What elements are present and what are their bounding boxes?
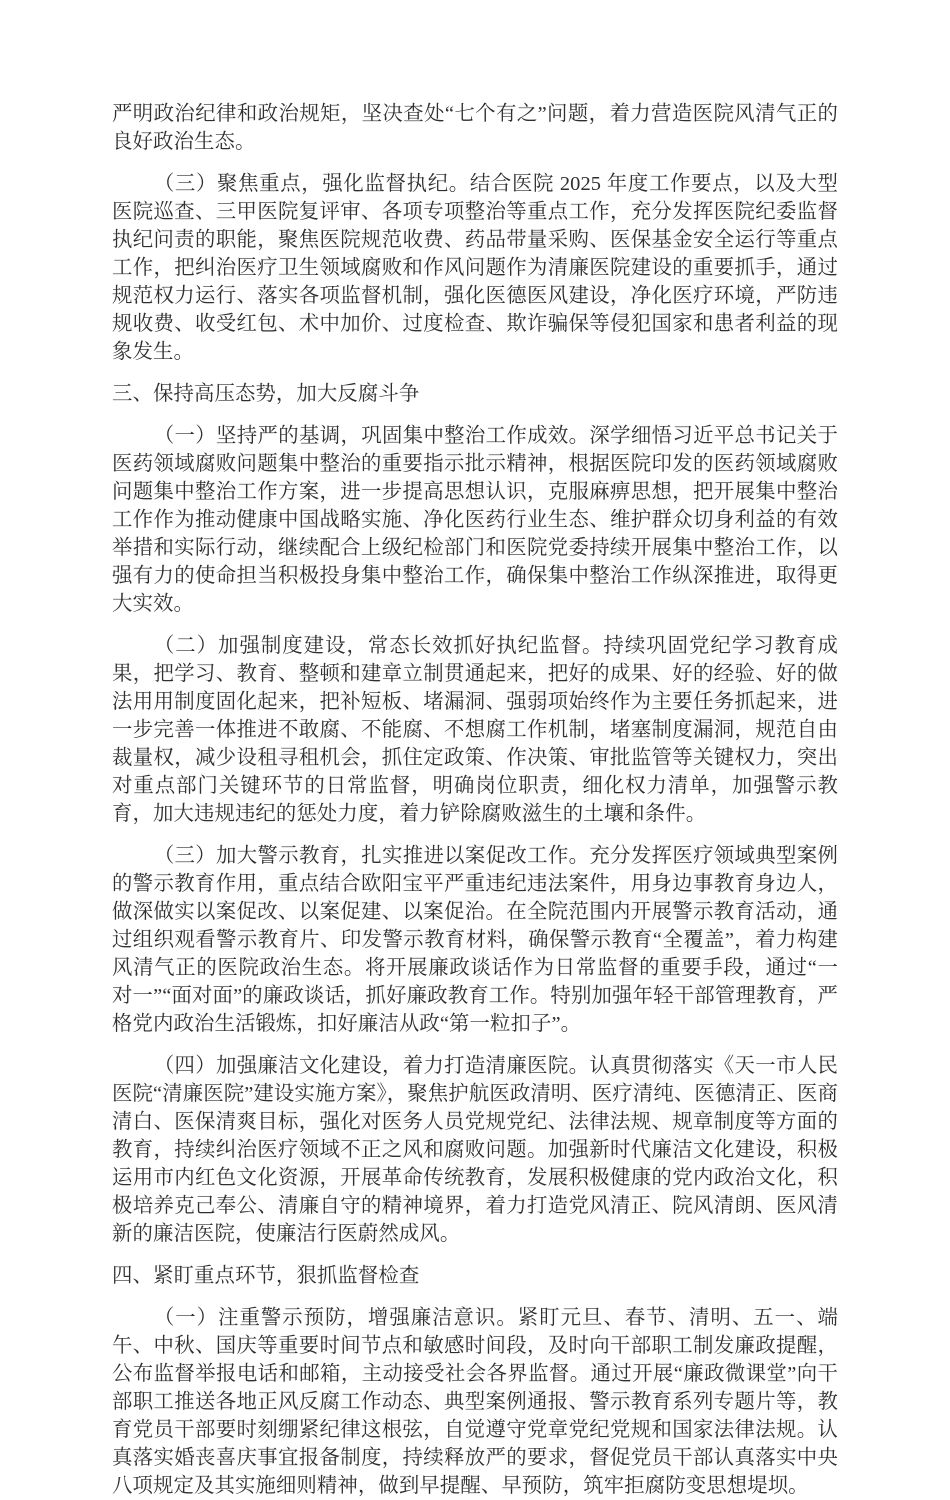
paragraph-section3-item1: （一）坚持严的基调，巩固集中整治工作成效。深学细悟习近平总书记关于医药领域腐败问题集中整治的重要指示批示精神，根据医院印发的医药领域腐败问题集中整治工作方案，进一步提高思想认识，克服麻痹思想，把开展集中整治工作作为推动健康中国战略实施、净化医药行业生态、维护群众切身利益的有效举措和实际行动，继续配合上级纪检部门和医院党委持续开展集中整治工作，以强有力的使命担当积极投身集中整治工作，确保集中整治工作纵深推进，取得更大实效。 [112, 425, 838, 615]
section-heading-three: 三、保持高压态势，加大反腐斗争 [112, 383, 420, 405]
paragraph-continuation: 严明政治纪律和政治规矩，坚决查处“七个有之”问题，着力营造医院风清气正的良好政治生态。 [112, 103, 838, 153]
section-heading-four: 四、紧盯重点环节，狠抓监督检查 [112, 1265, 420, 1287]
paragraph-section3-item4: （四）加强廉洁文化建设，着力打造清廉医院。认真贯彻落实《天一市人民医院“清廉医院”建设实施方案》，聚焦护航医政清明、医疗清纯、医德清正、医商清白、医保清爽目标，强化对医务人员党规党纪、法律法规、规章制度等方面的教育，持续纠治医疗领域不正之风和腐败问题。加强新时代廉洁文化建设，积极运用市内红色文化资源，开展革命传统教育，发展积极健康的党内政治文化，积极培养克己奉公、清廉自守的精神境界，着力打造党风清正、院风清朗、医风清新的廉洁医院，使廉洁行医蔚然成风。 [112, 1055, 838, 1245]
paragraph-section3-item3: （三）加大警示教育，扎实推进以案促改工作。充分发挥医疗领域典型案例的警示教育作用，重点结合欧阳宝平严重违纪违法案件，用身边事教育身边人，做深做实以案促改、以案促建、以案促治。在全院范围内开展警示教育活动，通过组织观看警示教育片、印发警示教育材料，确保警示教育“全覆盖”，着力构建风清气正的医院政治生态。将开展廉政谈话作为日常监督的重要手段，通过“一对一”“面对面”的廉政谈话，抓好廉政教育工作。特别加强年轻干部管理教育，严格党内政治生活锻炼，扣好廉洁从政“第一粒扣子”。 [112, 845, 838, 1035]
paragraph-section3-item2: （二）加强制度建设，常态长效抓好执纪监督。持续巩固党纪学习教育成果，把学习、教育、整顿和建章立制贯通起来，把好的成果、好的经验、好的做法用用制度固化起来，把补短板、堵漏洞、强弱项始终作为主要任务抓起来，进一步完善一体推进不敢腐、不能腐、不想腐工作机制，堵塞制度漏洞，规范自由裁量权，减少设租寻租机会，抓住定政策、作决策、审批监管等关键权力，突出对重点部门关键环节的日常监督，明确岗位职责，细化权力清单，加强警示教育，加大违规违纪的惩处力度，着力铲除腐败滋生的土壤和条件。 [112, 635, 838, 825]
paragraph-section4-item1: （一）注重警示预防，增强廉洁意识。紧盯元旦、春节、清明、五一、端午、中秋、国庆等重要时间节点和敏感时间段，及时向干部职工制发廉政提醒，公布监督举报电话和邮箱，主动接受社会各界监督。通过开展“廉政微课堂”向干部职工推送各地正风反腐工作动态、典型案例通报、警示教育系列专题片等，教育党员干部要时刻绷紧纪律这根弦，自觉遵守党章党纪党规和国家法律法规。认真落实婚丧喜庆事宜报备制度，持续释放严的要求，督促党员干部认真落实中央八项规定及其实施细则精神，做到早提醒、早预防，筑牢拒腐防变思想堤坝。 [112, 1307, 838, 1497]
document-body [112, 100, 838, 1500]
paragraph-section2-item3: （三）聚焦重点，强化监督执纪。结合医院 2025 年度工作要点，以及大型医院巡查、三甲医院复评审、各项专项整治等重点工作，充分发挥医院纪委监督执纪问责的职能，聚焦医院规范收费、药品带量采购、医保基金安全运行等重点工作，把纠治医疗卫生领域腐败和作风问题作为清廉医院建设的重要抓手，通过规范权力运行、落实各项监督机制，强化医德医风建设，净化医疗环境，严防违规收费、收受红包、术中加价、过度检查、欺诈骗保等侵犯国家和患者利益的现象发生。 [112, 173, 838, 363]
